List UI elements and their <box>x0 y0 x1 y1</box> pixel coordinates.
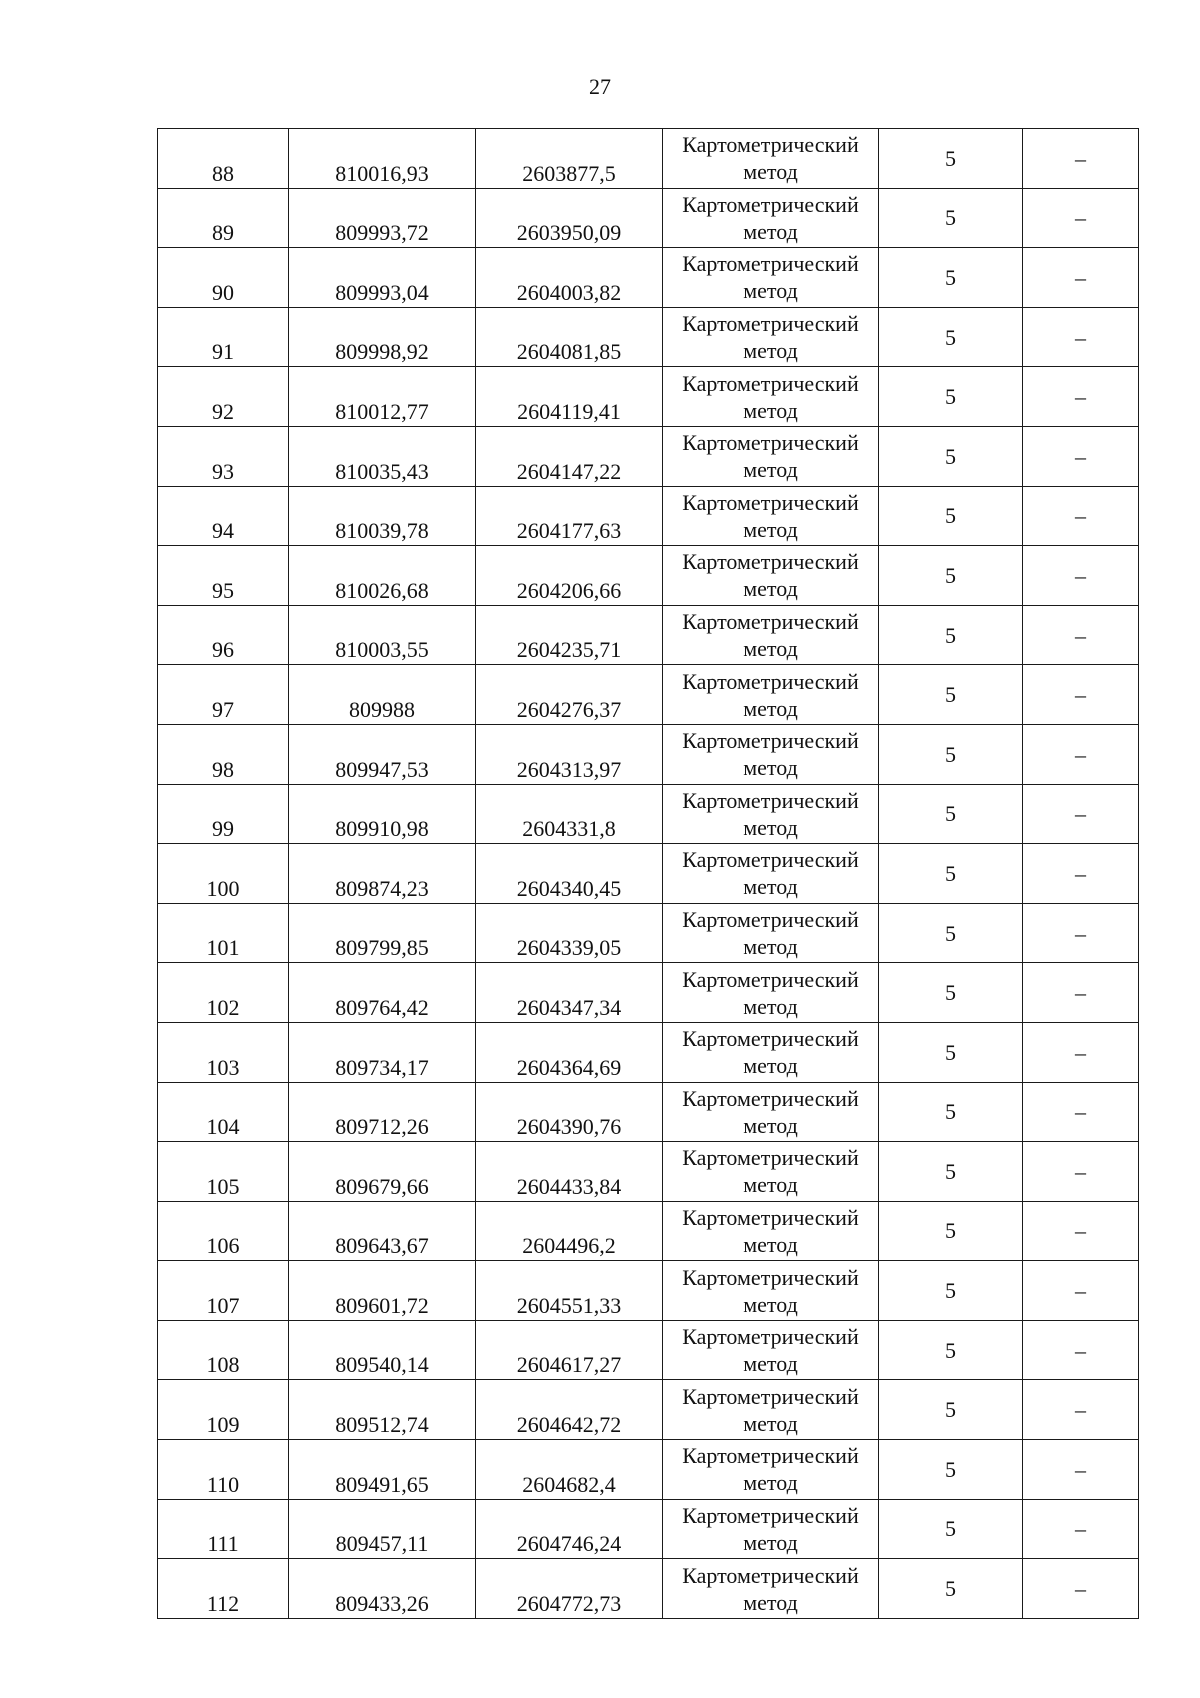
point-number-cell: 100 <box>158 844 289 904</box>
method-line-2: метод <box>743 874 798 900</box>
table-row <box>158 1022 1139 1082</box>
y-coordinate-cell: 2604339,05 <box>476 903 663 963</box>
x-coordinate-cell: 810035,43 <box>289 426 476 486</box>
y-coordinate-cell: 2604746,24 <box>476 1499 663 1559</box>
accuracy-cell: 5 <box>879 129 1023 189</box>
method-line-2: метод <box>743 397 798 423</box>
method-cell <box>663 248 879 308</box>
note-cell: – <box>1023 188 1139 248</box>
table-row <box>158 367 1139 427</box>
method-line-1: Картометрический <box>682 549 859 575</box>
table-row <box>158 188 1139 248</box>
x-coordinate-cell: 810016,93 <box>289 129 476 189</box>
coordinates-table <box>157 128 1139 1619</box>
method-cell <box>663 1201 879 1261</box>
method-line-1: Картометрический <box>682 847 859 873</box>
point-number-cell: 101 <box>158 903 289 963</box>
table-row <box>158 248 1139 308</box>
method-line-1: Картометрический <box>682 191 859 217</box>
point-number-cell: 109 <box>158 1380 289 1440</box>
y-coordinate-cell: 2604340,45 <box>476 844 663 904</box>
x-coordinate-cell: 810026,68 <box>289 546 476 606</box>
table-row <box>158 546 1139 606</box>
note-cell: – <box>1023 426 1139 486</box>
method-line-1: Картометрический <box>682 251 859 277</box>
note-cell: – <box>1023 1440 1139 1500</box>
method-line-1: Картометрический <box>682 132 859 158</box>
note-cell: – <box>1023 903 1139 963</box>
method-line-2: метод <box>743 159 798 185</box>
accuracy-cell: 5 <box>879 546 1023 606</box>
x-coordinate-cell: 809764,42 <box>289 963 476 1023</box>
method-cell <box>663 546 879 606</box>
accuracy-cell: 5 <box>879 605 1023 665</box>
note-cell: – <box>1023 724 1139 784</box>
point-number-cell: 98 <box>158 724 289 784</box>
table-row <box>158 1082 1139 1142</box>
accuracy-cell: 5 <box>879 1559 1023 1619</box>
point-number-cell: 102 <box>158 963 289 1023</box>
method-cell <box>663 963 879 1023</box>
point-number-cell: 88 <box>158 129 289 189</box>
x-coordinate-cell: 809601,72 <box>289 1261 476 1321</box>
note-cell: – <box>1023 1559 1139 1619</box>
y-coordinate-cell: 2604642,72 <box>476 1380 663 1440</box>
note-cell: – <box>1023 784 1139 844</box>
x-coordinate-cell: 809643,67 <box>289 1201 476 1261</box>
table-row <box>158 1440 1139 1500</box>
y-coordinate-cell: 2603877,5 <box>476 129 663 189</box>
method-line-1: Картометрический <box>682 787 859 813</box>
note-cell: – <box>1023 129 1139 189</box>
method-line-2: метод <box>743 814 798 840</box>
y-coordinate-cell: 2604390,76 <box>476 1082 663 1142</box>
accuracy-cell: 5 <box>879 1082 1023 1142</box>
method-line-1: Картометрический <box>682 1204 859 1230</box>
y-coordinate-cell: 2604682,4 <box>476 1440 663 1500</box>
accuracy-cell: 5 <box>879 248 1023 308</box>
note-cell: – <box>1023 1380 1139 1440</box>
method-line-2: метод <box>743 1410 798 1436</box>
y-coordinate-cell: 2604147,22 <box>476 426 663 486</box>
point-number-cell: 93 <box>158 426 289 486</box>
x-coordinate-cell: 809712,26 <box>289 1082 476 1142</box>
method-cell <box>663 724 879 784</box>
table-row <box>158 1142 1139 1202</box>
point-number-cell: 110 <box>158 1440 289 1500</box>
point-number-cell: 99 <box>158 784 289 844</box>
method-line-1: Картометрический <box>682 966 859 992</box>
note-cell: – <box>1023 307 1139 367</box>
note-cell: – <box>1023 546 1139 606</box>
note-cell: – <box>1023 1261 1139 1321</box>
table-row <box>158 844 1139 904</box>
method-line-1: Картометрический <box>682 430 859 456</box>
page-number: 27 <box>589 74 611 99</box>
accuracy-cell: 5 <box>879 1320 1023 1380</box>
method-line-1: Картометрический <box>682 1324 859 1350</box>
accuracy-cell: 5 <box>879 1201 1023 1261</box>
accuracy-cell: 5 <box>879 188 1023 248</box>
accuracy-cell: 5 <box>879 665 1023 725</box>
method-cell <box>663 1082 879 1142</box>
method-line-1: Картометрический <box>682 370 859 396</box>
method-cell <box>663 844 879 904</box>
method-cell <box>663 1022 879 1082</box>
x-coordinate-cell: 809433,26 <box>289 1559 476 1619</box>
method-line-1: Картометрический <box>682 668 859 694</box>
accuracy-cell: 5 <box>879 1499 1023 1559</box>
point-number-cell: 111 <box>158 1499 289 1559</box>
y-coordinate-cell: 2604003,82 <box>476 248 663 308</box>
note-cell: – <box>1023 844 1139 904</box>
method-line-1: Картометрический <box>682 728 859 754</box>
point-number-cell: 94 <box>158 486 289 546</box>
point-number-cell: 107 <box>158 1261 289 1321</box>
accuracy-cell: 5 <box>879 1440 1023 1500</box>
x-coordinate-cell: 809988 <box>289 665 476 725</box>
point-number-cell: 92 <box>158 367 289 427</box>
y-coordinate-cell: 2604347,34 <box>476 963 663 1023</box>
x-coordinate-cell: 809874,23 <box>289 844 476 904</box>
y-coordinate-cell: 2604081,85 <box>476 307 663 367</box>
point-number-cell: 112 <box>158 1559 289 1619</box>
x-coordinate-cell: 809910,98 <box>289 784 476 844</box>
point-number-cell: 106 <box>158 1201 289 1261</box>
y-coordinate-cell: 2604177,63 <box>476 486 663 546</box>
accuracy-cell: 5 <box>879 1380 1023 1440</box>
point-number-cell: 89 <box>158 188 289 248</box>
table-row <box>158 1380 1139 1440</box>
x-coordinate-cell: 809799,85 <box>289 903 476 963</box>
method-line-1: Картометрический <box>682 609 859 635</box>
note-cell: – <box>1023 1142 1139 1202</box>
method-line-2: метод <box>743 1172 798 1198</box>
accuracy-cell: 5 <box>879 1022 1023 1082</box>
method-line-1: Картометрический <box>682 1562 859 1588</box>
method-cell <box>663 307 879 367</box>
y-coordinate-cell: 2604364,69 <box>476 1022 663 1082</box>
table-row <box>158 963 1139 1023</box>
accuracy-cell: 5 <box>879 1261 1023 1321</box>
method-line-1: Картометрический <box>682 1145 859 1171</box>
method-line-2: метод <box>743 457 798 483</box>
table-row <box>158 129 1139 189</box>
method-cell <box>663 1499 879 1559</box>
method-line-2: метод <box>743 218 798 244</box>
method-cell <box>663 1559 879 1619</box>
note-cell: – <box>1023 248 1139 308</box>
x-coordinate-cell: 810039,78 <box>289 486 476 546</box>
method-line-2: метод <box>743 934 798 960</box>
y-coordinate-cell: 2604496,2 <box>476 1201 663 1261</box>
method-cell <box>663 367 879 427</box>
point-number-cell: 96 <box>158 605 289 665</box>
method-line-1: Картометрический <box>682 489 859 515</box>
note-cell: – <box>1023 1082 1139 1142</box>
y-coordinate-cell: 2604119,41 <box>476 367 663 427</box>
y-coordinate-cell: 2604331,8 <box>476 784 663 844</box>
y-coordinate-cell: 2604772,73 <box>476 1559 663 1619</box>
y-coordinate-cell: 2604235,71 <box>476 605 663 665</box>
x-coordinate-cell: 809734,17 <box>289 1022 476 1082</box>
point-number-cell: 97 <box>158 665 289 725</box>
x-coordinate-cell: 810003,55 <box>289 605 476 665</box>
note-cell: – <box>1023 963 1139 1023</box>
accuracy-cell: 5 <box>879 844 1023 904</box>
point-number-cell: 108 <box>158 1320 289 1380</box>
method-line-2: метод <box>743 1291 798 1317</box>
method-line-2: метод <box>743 1231 798 1257</box>
y-coordinate-cell: 2604551,33 <box>476 1261 663 1321</box>
note-cell: – <box>1023 1499 1139 1559</box>
method-line-2: метод <box>743 636 798 662</box>
point-number-cell: 103 <box>158 1022 289 1082</box>
x-coordinate-cell: 809993,04 <box>289 248 476 308</box>
table-row <box>158 1201 1139 1261</box>
method-line-2: метод <box>743 1112 798 1138</box>
method-cell <box>663 1320 879 1380</box>
y-coordinate-cell: 2604313,97 <box>476 724 663 784</box>
table-row <box>158 1261 1139 1321</box>
method-line-2: метод <box>743 1529 798 1555</box>
method-line-2: метод <box>743 695 798 721</box>
y-coordinate-cell: 2604206,66 <box>476 546 663 606</box>
method-cell <box>663 1440 879 1500</box>
method-line-1: Картометрический <box>682 1502 859 1528</box>
accuracy-cell: 5 <box>879 367 1023 427</box>
method-cell <box>663 129 879 189</box>
table-row <box>158 903 1139 963</box>
method-line-1: Картометрический <box>682 1026 859 1052</box>
method-line-1: Картометрический <box>682 311 859 337</box>
accuracy-cell: 5 <box>879 724 1023 784</box>
y-coordinate-cell: 2604433,84 <box>476 1142 663 1202</box>
table-row <box>158 1320 1139 1380</box>
table-row <box>158 665 1139 725</box>
method-line-2: метод <box>743 1470 798 1496</box>
accuracy-cell: 5 <box>879 1142 1023 1202</box>
accuracy-cell: 5 <box>879 426 1023 486</box>
x-coordinate-cell: 809457,11 <box>289 1499 476 1559</box>
x-coordinate-cell: 809679,66 <box>289 1142 476 1202</box>
table-row <box>158 784 1139 844</box>
method-line-1: Картометрический <box>682 1383 859 1409</box>
method-cell <box>663 605 879 665</box>
x-coordinate-cell: 809998,92 <box>289 307 476 367</box>
method-line-2: метод <box>743 1351 798 1377</box>
method-line-2: метод <box>743 576 798 602</box>
x-coordinate-cell: 809947,53 <box>289 724 476 784</box>
note-cell: – <box>1023 1320 1139 1380</box>
x-coordinate-cell: 809512,74 <box>289 1380 476 1440</box>
table-row <box>158 724 1139 784</box>
method-cell <box>663 1261 879 1321</box>
accuracy-cell: 5 <box>879 903 1023 963</box>
y-coordinate-cell: 2604617,27 <box>476 1320 663 1380</box>
point-number-cell: 90 <box>158 248 289 308</box>
method-cell <box>663 1380 879 1440</box>
method-cell <box>663 1142 879 1202</box>
method-line-1: Картометрический <box>682 1443 859 1469</box>
point-number-cell: 91 <box>158 307 289 367</box>
table-row <box>158 486 1139 546</box>
x-coordinate-cell: 809993,72 <box>289 188 476 248</box>
note-cell: – <box>1023 1022 1139 1082</box>
method-line-2: метод <box>743 516 798 542</box>
x-coordinate-cell: 809491,65 <box>289 1440 476 1500</box>
point-number-cell: 105 <box>158 1142 289 1202</box>
method-line-2: метод <box>743 338 798 364</box>
table-row <box>158 605 1139 665</box>
y-coordinate-cell: 2603950,09 <box>476 188 663 248</box>
method-cell <box>663 188 879 248</box>
table-row <box>158 1559 1139 1619</box>
accuracy-cell: 5 <box>879 486 1023 546</box>
x-coordinate-cell: 810012,77 <box>289 367 476 427</box>
method-line-1: Картометрический <box>682 907 859 933</box>
point-number-cell: 95 <box>158 546 289 606</box>
note-cell: – <box>1023 367 1139 427</box>
y-coordinate-cell: 2604276,37 <box>476 665 663 725</box>
method-cell <box>663 486 879 546</box>
coordinates-table-body <box>158 129 1139 1619</box>
method-cell <box>663 665 879 725</box>
note-cell: – <box>1023 486 1139 546</box>
note-cell: – <box>1023 605 1139 665</box>
point-number-cell: 104 <box>158 1082 289 1142</box>
accuracy-cell: 5 <box>879 963 1023 1023</box>
table-row <box>158 307 1139 367</box>
method-line-2: метод <box>743 1053 798 1079</box>
table-row <box>158 426 1139 486</box>
note-cell: – <box>1023 1201 1139 1261</box>
method-line-2: метод <box>743 993 798 1019</box>
note-cell: – <box>1023 665 1139 725</box>
method-line-1: Картометрический <box>682 1264 859 1290</box>
method-line-2: метод <box>743 755 798 781</box>
method-cell <box>663 426 879 486</box>
method-line-2: метод <box>743 1589 798 1615</box>
method-cell <box>663 903 879 963</box>
method-line-2: метод <box>743 278 798 304</box>
x-coordinate-cell: 809540,14 <box>289 1320 476 1380</box>
method-line-1: Картометрический <box>682 1085 859 1111</box>
method-cell <box>663 784 879 844</box>
accuracy-cell: 5 <box>879 307 1023 367</box>
accuracy-cell: 5 <box>879 784 1023 844</box>
table-row <box>158 1499 1139 1559</box>
